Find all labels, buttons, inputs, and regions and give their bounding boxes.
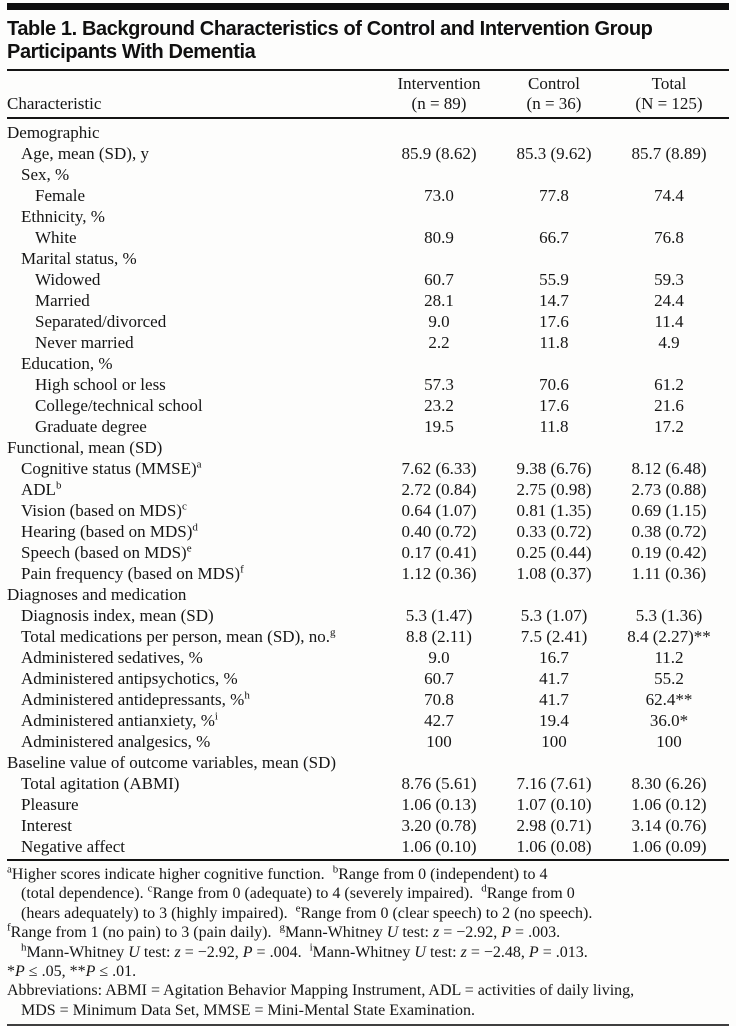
cell-value: 7.62 (6.33)	[401, 459, 477, 478]
cell-value: 74.4	[654, 186, 684, 205]
row-label: Total medications per person, mean (SD), no.$^g$	[21, 626, 336, 646]
cell-value: 11.8	[539, 333, 569, 352]
total-n: (N = 125)	[609, 94, 729, 118]
table-body	[7, 118, 729, 857]
cell-value: 1.06 (0.09)	[631, 837, 707, 856]
cell-value: 0.81 (1.35)	[516, 501, 592, 520]
cell-value: 9.0	[428, 648, 450, 667]
footnote-text: = .003.	[511, 924, 561, 942]
footnote-text: = −2.92,	[180, 943, 243, 961]
footnote-text: test:	[425, 943, 461, 961]
cell-value: 4.9	[658, 333, 680, 352]
table-row	[7, 416, 729, 437]
table-row	[7, 521, 729, 542]
group-name-row	[7, 71, 729, 94]
cell-value: 76.8	[654, 228, 684, 247]
footnote-marker: c	[147, 883, 153, 896]
footnote-marker: b	[55, 479, 62, 492]
footnote-text: (hears adequately) to 3 (highly impaired).	[21, 904, 296, 922]
footnote-text: ≤ .05, **	[24, 963, 86, 981]
row-label: Sex, %	[21, 165, 70, 184]
footnote-text: test:	[398, 924, 433, 942]
cell-value	[379, 437, 499, 458]
row-label: Speech (based on MDS)$^e$	[21, 542, 192, 562]
cell-value: 70.8	[424, 690, 454, 709]
table-row	[7, 353, 729, 374]
row-label: Administered antidepressants, %$^h$	[21, 689, 250, 709]
footnote-line	[7, 981, 729, 1000]
cell-value: 57.3	[424, 375, 454, 394]
cell-value: 17.2	[654, 417, 684, 436]
cell-value: 5.3 (1.47)	[405, 606, 473, 625]
footnote-marker: g	[279, 921, 285, 934]
footnote-text: Range from 0 (adequate) to 4 (severely impaired).	[152, 885, 482, 903]
row-label: Administered sedatives, %	[21, 648, 203, 667]
row-label: Widowed	[35, 270, 101, 289]
footnote-line	[7, 884, 729, 903]
footnote-marker: h	[21, 941, 27, 954]
statistic-symbol: z	[432, 924, 440, 942]
cell-value: 21.6	[654, 396, 684, 415]
cell-value: 28.1	[424, 291, 454, 310]
table-row	[7, 668, 729, 689]
table-row	[7, 710, 729, 731]
footnote-text: = −2.92,	[439, 924, 502, 942]
table-row	[7, 605, 729, 626]
footnote-text: = −2.48,	[466, 943, 529, 961]
footnote-text: = .013.	[538, 943, 588, 961]
cell-value	[609, 206, 729, 227]
table-row	[7, 118, 729, 143]
cell-value	[379, 118, 499, 143]
footnote-line	[7, 904, 729, 923]
cell-value: 60.7	[424, 270, 454, 289]
cell-value	[609, 437, 729, 458]
cell-value: 1.11 (0.36)	[631, 564, 707, 583]
footnote-text: Mann-Whitney	[26, 943, 129, 961]
cell-value: 11.2	[654, 648, 684, 667]
footnote-line	[7, 923, 729, 942]
cell-value: 5.3 (1.36)	[635, 606, 703, 625]
row-label: Graduate degree	[35, 417, 147, 436]
cell-value	[499, 206, 609, 227]
cell-value: 17.6	[539, 396, 569, 415]
cell-value: 19.4	[539, 711, 569, 730]
cell-value	[379, 164, 499, 185]
row-label: Female	[35, 186, 86, 205]
cell-value: 7.16 (7.61)	[516, 774, 592, 793]
cell-value: 1.06 (0.13)	[401, 795, 477, 814]
row-label: Ethnicity, %	[21, 207, 105, 226]
cell-value	[609, 752, 729, 773]
footnotes	[7, 859, 729, 1020]
table-row	[7, 374, 729, 395]
row-label: Demographic	[7, 123, 100, 142]
table-row	[7, 290, 729, 311]
cell-value	[499, 584, 609, 605]
cell-value: 1.08 (0.37)	[516, 564, 592, 583]
cell-value	[499, 248, 609, 269]
cell-value: 8.8 (2.11)	[406, 627, 472, 646]
row-label: Hearing (based on MDS)$^d$	[21, 521, 198, 541]
control-n: (n = 36)	[499, 94, 609, 118]
cell-value: 1.07 (0.10)	[516, 795, 592, 814]
footnote-text: = .004.	[252, 943, 310, 961]
column-header-control: Control	[528, 74, 580, 93]
cell-value: 62.4**	[645, 690, 693, 709]
cell-value: 59.3	[654, 270, 684, 289]
cell-value: 17.6	[539, 312, 569, 331]
statistic-symbol: U	[128, 943, 140, 961]
table-row	[7, 185, 729, 206]
statistic-symbol: z	[460, 943, 467, 961]
row-label: White	[35, 228, 77, 247]
cell-value: 61.2	[654, 375, 684, 394]
footnote-text: MDS = Minimum Data Set, MMSE = Mini-Mental State Examination.	[21, 1001, 476, 1019]
cell-value: 55.2	[654, 669, 684, 688]
cell-value	[609, 248, 729, 269]
table-row	[7, 479, 729, 500]
footnote-line	[7, 943, 729, 962]
statistic-symbol: P	[242, 943, 253, 961]
footnote-marker: a	[7, 863, 12, 876]
table-row	[7, 395, 729, 416]
cell-value: 14.7	[539, 291, 569, 310]
cell-value: 8.4 (2.27)**	[627, 627, 711, 646]
row-label: Diagnoses and medication	[7, 585, 187, 604]
footnote-line	[7, 1001, 729, 1020]
cell-value: 8.76 (5.61)	[401, 774, 477, 793]
table-row	[7, 164, 729, 185]
cell-value	[499, 437, 609, 458]
cell-value: 1.12 (0.36)	[401, 564, 477, 583]
table-row	[7, 248, 729, 269]
footnote-text: Mann-Whitney	[285, 924, 387, 942]
cell-value: 2.73 (0.88)	[631, 480, 707, 499]
footnote-marker: c	[181, 500, 187, 513]
footnote-marker: b	[332, 863, 339, 876]
table-row	[7, 731, 729, 752]
row-label: Administered antipsychotics, %	[21, 669, 238, 688]
row-label: Never married	[35, 333, 134, 352]
cell-value	[499, 164, 609, 185]
table-row	[7, 542, 729, 563]
row-label: Total agitation (ABMI)	[21, 774, 180, 793]
cell-value	[609, 353, 729, 374]
cell-value: 100	[426, 732, 452, 751]
cell-value: 66.7	[539, 228, 569, 247]
cell-value: 41.7	[539, 690, 569, 709]
row-label: Diagnosis index, mean (SD)	[21, 606, 214, 625]
cell-value: 60.7	[424, 669, 454, 688]
cell-value	[499, 752, 609, 773]
cell-value: 1.06 (0.10)	[401, 837, 477, 856]
cell-value	[379, 584, 499, 605]
cell-value: 80.9	[424, 228, 454, 247]
footnote-marker: f	[240, 563, 244, 576]
characteristic-header: Characteristic	[7, 94, 379, 118]
row-label: Age, mean (SD), y	[21, 144, 149, 163]
footnote-marker: d	[481, 883, 487, 896]
cell-value: 19.5	[424, 417, 454, 436]
cell-value: 0.25 (0.44)	[516, 543, 592, 562]
cell-value: 11.4	[654, 312, 684, 331]
cell-value: 2.2	[428, 333, 450, 352]
cell-value: 0.69 (1.15)	[631, 501, 707, 520]
cell-value: 3.20 (0.78)	[401, 816, 477, 835]
statistic-symbol: z	[174, 943, 181, 961]
cell-value: 36.0*	[649, 711, 689, 730]
footnote-text: Range from 0 (independent) to 4	[338, 866, 548, 883]
table-row	[7, 752, 729, 773]
table-row	[7, 773, 729, 794]
cell-value: 41.7	[539, 669, 569, 688]
row-label: Separated/divorced	[35, 312, 167, 331]
cell-value: 100	[541, 732, 567, 751]
statistic-symbol: P	[501, 924, 512, 942]
cell-value: 1.06 (0.08)	[516, 837, 592, 856]
cell-value: 85.3 (9.62)	[516, 144, 592, 163]
footnote-text: Mann-Whitney	[312, 943, 415, 961]
cell-value: 7.5 (2.41)	[520, 627, 588, 646]
column-header-intervention: Intervention	[397, 74, 481, 93]
table-row	[7, 227, 729, 248]
top-rule	[7, 3, 729, 10]
footnote-text: Range from 0 (clear speech) to 2 (no speech).	[300, 904, 593, 922]
cell-value: 1.06 (0.12)	[631, 795, 707, 814]
row-label: Marital status, %	[21, 249, 137, 268]
cell-value: 9.0	[428, 312, 450, 331]
cell-value: 77.8	[539, 186, 569, 205]
table-row	[7, 206, 729, 227]
footnote-marker: e	[186, 542, 192, 555]
footnote-line	[7, 865, 729, 884]
footnote-marker: h	[244, 689, 250, 702]
table-row	[7, 563, 729, 584]
table-row	[7, 626, 729, 647]
row-label: Cognitive status (MMSE)$^a$	[21, 458, 202, 478]
statistic-symbol: P	[528, 943, 539, 961]
row-label: Pain frequency (based on MDS)$^f$	[21, 563, 244, 583]
row-label: Baseline value of outcome variables, mean (SD)	[7, 753, 337, 772]
table-row	[7, 332, 729, 353]
row-label: Administered analgesics, %	[21, 732, 211, 751]
table-row	[7, 794, 729, 815]
cell-value: 8.12 (6.48)	[631, 459, 707, 478]
table-row	[7, 584, 729, 605]
cell-value	[379, 206, 499, 227]
cell-value: 0.17 (0.41)	[401, 543, 477, 562]
cell-value: 0.33 (0.72)	[516, 522, 592, 541]
header-spacer	[7, 71, 379, 94]
cell-value: 0.40 (0.72)	[401, 522, 477, 541]
cell-value: 85.9 (8.62)	[401, 144, 477, 163]
footnote-marker: d	[192, 521, 198, 534]
cell-value: 2.72 (0.84)	[401, 480, 477, 499]
cell-value	[609, 584, 729, 605]
cell-value	[609, 118, 729, 143]
table-row	[7, 647, 729, 668]
cell-value: 2.75 (0.98)	[516, 480, 592, 499]
cell-value	[499, 118, 609, 143]
cell-value: 0.38 (0.72)	[631, 522, 707, 541]
row-label: Vision (based on MDS)$^c$	[21, 500, 187, 520]
cell-value: 100	[656, 732, 682, 751]
intervention-n: (n = 89)	[379, 94, 499, 118]
table-header	[7, 71, 729, 118]
cell-value: 16.7	[539, 648, 569, 667]
cell-value: 42.7	[424, 711, 454, 730]
footnote-marker: i	[309, 941, 313, 954]
cell-value: 85.7 (8.89)	[631, 144, 707, 163]
footnote-text: test:	[139, 943, 175, 961]
table-row	[7, 311, 729, 332]
footnote-line	[7, 962, 729, 981]
group-n-row	[7, 94, 729, 118]
table-title-line1: Table 1. Background Characteristics of Control and Intervention Group	[7, 18, 653, 40]
table-row	[7, 437, 729, 458]
cell-value: 2.98 (0.71)	[516, 816, 592, 835]
cell-value: 0.19 (0.42)	[631, 543, 707, 562]
footnote-text: Abbreviations: ABMI = Agitation Behavior Mapping Instrument, ADL = activities of daily living,	[7, 982, 635, 1000]
cell-value: 11.8	[539, 417, 569, 436]
footnote-text: *	[7, 963, 15, 981]
footnote-text: ≤ .01.	[95, 963, 137, 981]
cell-value: 23.2	[424, 396, 454, 415]
footnote-marker: g	[329, 626, 336, 639]
table-row	[7, 458, 729, 479]
characteristics-table	[7, 71, 729, 857]
row-label: Interest	[21, 816, 72, 835]
cell-value: 5.3 (1.07)	[520, 606, 588, 625]
cell-value: 73.0	[424, 186, 454, 205]
row-label: Pleasure	[21, 795, 79, 814]
footnote-text: Range from 0	[486, 885, 575, 903]
cell-value	[609, 164, 729, 185]
footnote-marker: e	[295, 902, 301, 915]
table-title	[7, 18, 729, 64]
row-label: College/technical school	[35, 396, 203, 415]
column-header-total: Total	[651, 74, 687, 93]
table-title-line2: Participants With Dementia	[7, 41, 256, 63]
footnote-marker: i	[214, 710, 218, 723]
footnote-marker: a	[196, 458, 202, 471]
row-label: ADL$^b$	[21, 479, 62, 499]
cell-value: 8.30 (6.26)	[631, 774, 707, 793]
table-row	[7, 836, 729, 857]
table-row	[7, 815, 729, 836]
cell-value	[499, 353, 609, 374]
cell-value	[379, 353, 499, 374]
table-row	[7, 689, 729, 710]
cell-value: 55.9	[539, 270, 569, 289]
cell-value: 9.38 (6.76)	[516, 459, 592, 478]
cell-value: 0.64 (1.07)	[401, 501, 477, 520]
footnote-text: Range from 1 (no pain) to 3 (pain daily).	[10, 924, 280, 942]
table-row	[7, 500, 729, 521]
cell-value: 24.4	[654, 291, 684, 310]
row-label: High school or less	[35, 375, 166, 394]
table-row	[7, 143, 729, 164]
statistic-symbol: P	[85, 963, 96, 981]
footnote-text: (total dependence).	[21, 885, 148, 903]
row-label: Married	[35, 291, 90, 310]
statistic-symbol: U	[414, 943, 426, 961]
table-row	[7, 269, 729, 290]
row-label: Functional, mean (SD)	[7, 438, 163, 457]
row-label: Negative affect	[21, 837, 125, 856]
cell-value	[379, 248, 499, 269]
footnote-marker: f	[7, 921, 11, 934]
footnote-text: Higher scores indicate higher cognitive function.	[11, 866, 333, 883]
cell-value: 70.6	[539, 375, 569, 394]
cell-value: 3.14 (0.76)	[631, 816, 707, 835]
row-label: Administered antianxiety, %$^i$	[21, 710, 218, 730]
statistic-symbol: P	[15, 963, 25, 981]
statistic-symbol: U	[386, 924, 399, 942]
cell-value	[379, 752, 499, 773]
row-label: Education, %	[21, 354, 113, 373]
